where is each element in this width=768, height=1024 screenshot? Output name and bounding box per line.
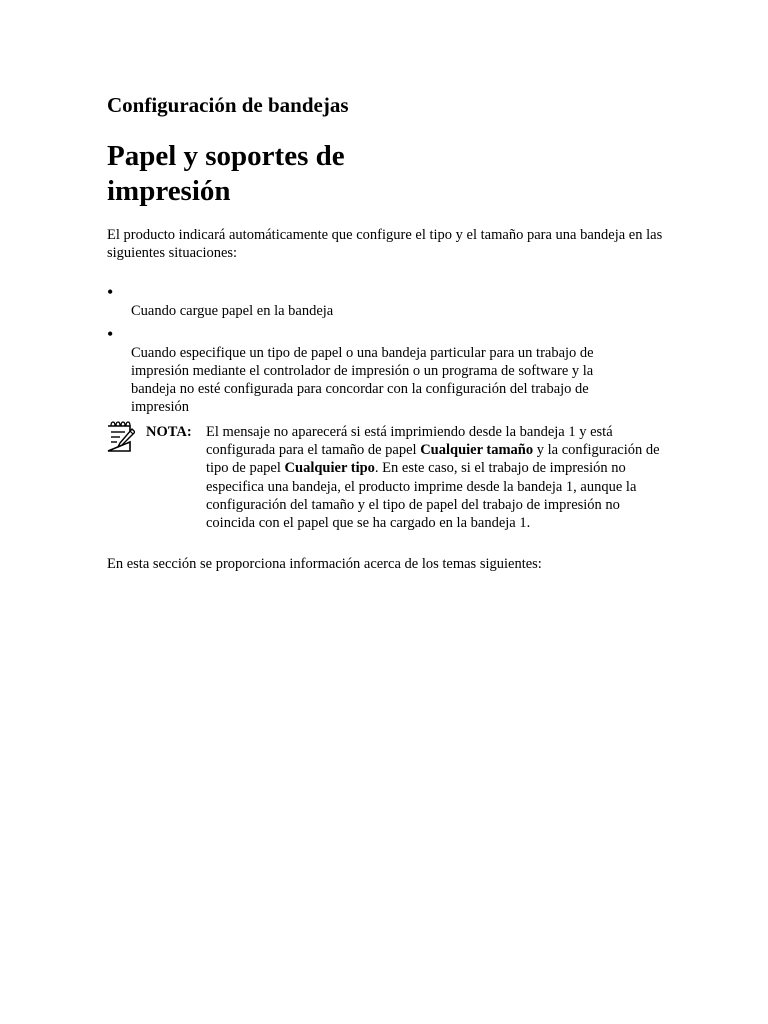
note-text: [206, 423, 666, 532]
note-text-part: El mensaje no aparecerá si está imprimiendo desde la bandeja 1 y está configurada para el tamaño de papel: [206, 424, 613, 459]
list-item: [107, 324, 667, 416]
section-title: Configuración de bandejas: [107, 93, 349, 117]
bullet-icon: •: [107, 324, 114, 344]
note-text-part: . En este caso, si el trabajo de impresión no especifica una bandeja, el producto imprime desde la bandeja 1, aunque la configuración del tamaño y el tipo de papel del trabajo de impresión no coincida con el papel que se ha cargado en la bandeja 1.: [206, 460, 637, 532]
paper-size-setting: Cualquier tamaño: [420, 442, 534, 459]
bullet-icon: •: [107, 282, 114, 302]
note-label: NOTA:: [146, 424, 192, 440]
list-item-text: Cuando cargue papel en la bandeja: [131, 303, 334, 319]
situations-list: [107, 282, 667, 420]
intro-paragraph: El producto indicará automáticamente que configure el tipo y el tamaño para una bandeja en las siguientes situaciones:: [107, 227, 663, 261]
note-pencil-icon: [105, 420, 135, 454]
page-title: Papel y soportes de impresión: [107, 140, 345, 207]
list-item: [107, 282, 667, 320]
list-item-text: Cuando especifique un tipo de papel o una bandeja particular para un trabajo de impresión mediante el controlador de impresión o un programa de software y la bandeja no esté configurada para concordar con la configuración del trabajo de impresión: [131, 345, 594, 415]
paper-type-setting: Cualquier tipo: [284, 460, 375, 477]
note-text-part: y la configuración de tipo de papel: [206, 442, 660, 477]
closing-paragraph: En esta sección se proporciona información acerca de los temas siguientes:: [107, 556, 542, 572]
